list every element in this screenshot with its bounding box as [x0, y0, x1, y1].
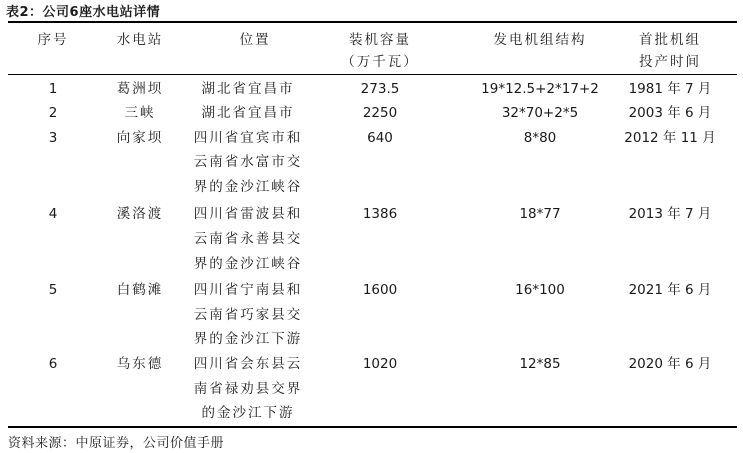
row-capacity: 2250 — [362, 105, 398, 121]
row-structure: 19*12.5+2*17+2 — [481, 81, 599, 97]
row-location: 湖北省宜昌市 — [201, 81, 295, 97]
row-date: 2003 年 6 月 — [628, 105, 712, 121]
row-location-line: 界的金沙江峡谷 — [193, 179, 303, 195]
source-note: 资料来源：中原证券，公司价值手册 — [8, 436, 225, 451]
row-no: 3 — [48, 130, 58, 146]
row-location-line: 南省禄劝县交界 — [193, 381, 303, 397]
row-no: 5 — [48, 282, 58, 298]
row-no: 4 — [48, 206, 58, 222]
row-location-line: 云南省水富市交 — [193, 154, 303, 170]
row-station: 乌东德 — [116, 356, 164, 372]
row-location-line: 云南省永善县交 — [193, 231, 303, 247]
header-structure: 发电机组结构 — [493, 32, 587, 48]
row-station: 向家坝 — [116, 130, 164, 146]
row-structure: 12*85 — [519, 356, 561, 372]
row-location-line: 界的金沙江峡谷 — [193, 256, 303, 272]
row-location-line: 四川省会东县云 — [193, 356, 303, 372]
header-location: 位置 — [239, 32, 271, 48]
bottom-rule — [8, 426, 737, 428]
row-capacity: 273.5 — [360, 81, 400, 97]
row-location-line: 界的金沙江下游 — [193, 331, 303, 347]
row-location-line: 四川省宁南县和 — [193, 282, 303, 298]
row-date: 1981 年 7 月 — [628, 81, 712, 97]
header-capacity: 装机容量 — [349, 32, 411, 48]
row-structure: 16*100 — [515, 282, 565, 298]
row-station: 葛洲坝 — [116, 81, 164, 97]
row-capacity: 1600 — [362, 282, 398, 298]
row-location: 湖北省宜昌市 — [201, 105, 295, 121]
row-structure: 32*70+2*5 — [501, 105, 579, 121]
row-date: 2020 年 6 月 — [628, 356, 712, 372]
row-structure: 18*77 — [519, 206, 561, 222]
row-date: 2021 年 6 月 — [628, 282, 712, 298]
row-location-line: 四川省雷波县和 — [193, 206, 303, 222]
row-location-line: 四川省宜宾市和 — [193, 130, 303, 146]
row-location-line: 云南省巧家县交 — [193, 307, 303, 323]
row-no: 6 — [48, 356, 58, 372]
header-commission-time: 投产时间 — [639, 54, 701, 70]
row-no: 1 — [48, 81, 58, 97]
header-station: 水电站 — [116, 32, 164, 48]
table-title: 表2：公司6座水电站详情 — [6, 5, 161, 20]
header-rule — [8, 74, 737, 75]
row-location-line: 的金沙江下游 — [201, 405, 295, 421]
row-station: 溪洛渡 — [116, 206, 164, 222]
header-capacity-unit: （万千瓦） — [341, 54, 419, 70]
row-date: 2013 年 7 月 — [628, 206, 712, 222]
row-structure: 8*80 — [523, 130, 557, 146]
row-station: 三峡 — [124, 105, 156, 121]
row-capacity: 1020 — [362, 356, 398, 372]
row-capacity: 640 — [367, 130, 393, 146]
row-capacity: 1386 — [362, 206, 398, 222]
header-first-commission: 首批机组 — [639, 32, 701, 48]
top-rule — [8, 21, 737, 23]
header-no: 序号 — [37, 32, 69, 48]
row-station: 白鹤滩 — [116, 282, 164, 298]
row-date: 2012 年 11 月 — [624, 130, 716, 146]
row-no: 2 — [48, 105, 58, 121]
